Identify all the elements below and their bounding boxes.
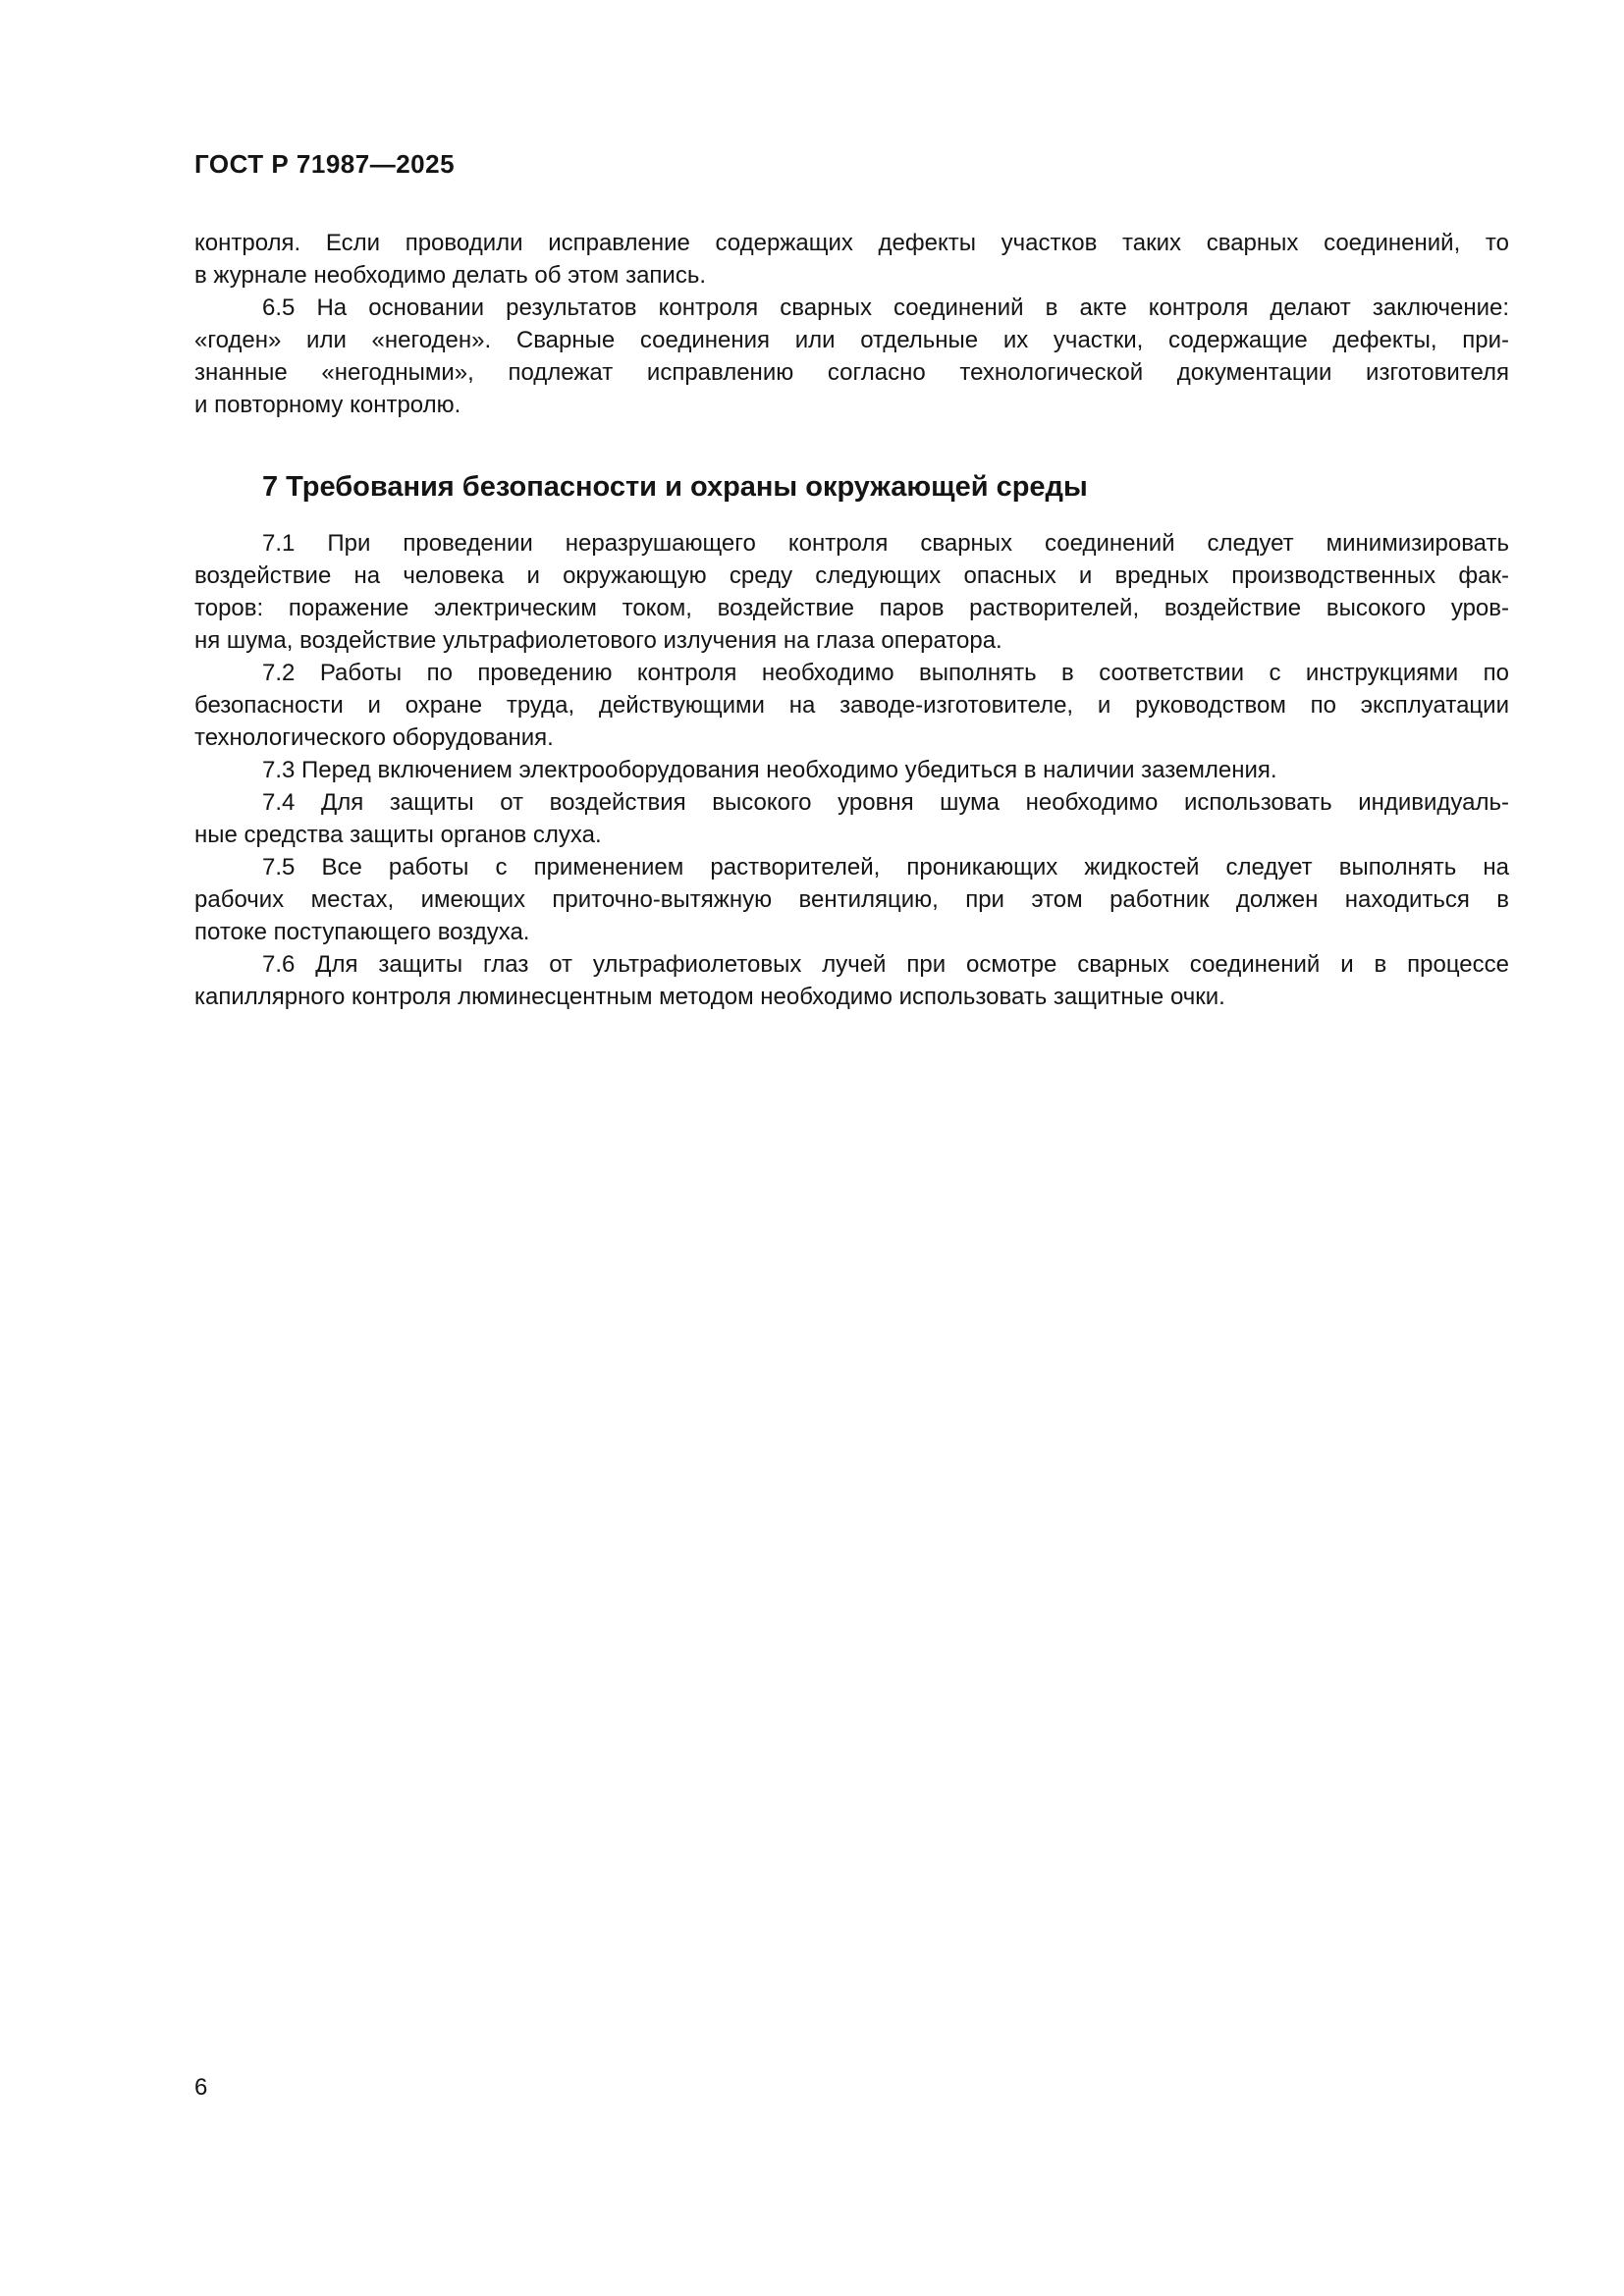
paragraph bbox=[194, 851, 1509, 948]
document-body bbox=[194, 227, 1509, 1013]
text-line: капиллярного контроля люминесцентным методом необходимо использовать защитные очки. bbox=[194, 984, 1225, 1010]
text-line: торов: поражение электрическим током, воздействие паров растворителей, воздействие высокого уров- bbox=[194, 595, 1509, 621]
text-line: и повторному контролю. bbox=[194, 392, 461, 418]
paragraph bbox=[194, 292, 1509, 421]
text-line: воздействие на человека и окружающую среду следующих опасных и вредных производственных фак- bbox=[194, 562, 1509, 589]
text-line: 6.5 На основании результатов контроля сварных соединений в акте контроля делают заключение: bbox=[262, 294, 1509, 321]
text-line: 7.2 Работы по проведению контроля необходимо выполнять в соответствии с инструкциями по bbox=[262, 660, 1509, 686]
text-line: знанные «негодными», подлежат исправлению согласно технологической документации изготовителя bbox=[194, 359, 1509, 386]
section-heading: 7 Требования безопасности и охраны окружающей среды bbox=[262, 471, 1088, 503]
text-line: безопасности и охране труда, действующими на заводе-изготовителе, и руководством по эксплуатации bbox=[194, 692, 1509, 719]
text-line: ные средства защиты органов слуха. bbox=[194, 822, 602, 848]
paragraph bbox=[194, 948, 1509, 1013]
text-line: 7.5 Все работы с применением растворителей, проникающих жидкостей следует выполнять на bbox=[262, 854, 1509, 881]
paragraph bbox=[194, 657, 1509, 754]
paragraph bbox=[194, 754, 1509, 786]
text-line: 7.4 Для защиты от воздействия высокого уровня шума необходимо использовать индивидуаль- bbox=[262, 789, 1509, 816]
text-line: 7.6 Для защиты глаз от ультрафиолетовых лучей при осмотре сварных соединений и в процессе bbox=[262, 951, 1509, 978]
text-line: в журнале необходимо делать об этом запись. bbox=[194, 262, 707, 289]
text-line: 7.1 При проведении неразрушающего контроля сварных соединений следует минимизировать bbox=[262, 530, 1509, 557]
paragraph bbox=[194, 227, 1509, 292]
page-number: 6 bbox=[194, 2074, 208, 2101]
paragraph bbox=[194, 527, 1509, 657]
text-line: «годен» или «негоден». Сварные соединения или отдельные их участки, содержащие дефекты, при- bbox=[194, 327, 1509, 353]
text-line: ня шума, воздействие ультрафиолетового излучения на глаза оператора. bbox=[194, 627, 1002, 654]
document-standard-header: ГОСТ Р 71987—2025 bbox=[194, 149, 456, 179]
text-line: 7.3 Перед включением электрооборудования необходимо убедиться в наличии заземления. bbox=[262, 757, 1277, 783]
text-line: технологического оборудования. bbox=[194, 724, 554, 751]
text-line: контроля. Если проводили исправление содержащих дефекты участков таких сварных соединений, то bbox=[194, 230, 1509, 256]
text-line: потоке поступающего воздуха. bbox=[194, 919, 530, 945]
text-line: рабочих местах, имеющих приточно-вытяжную вентиляцию, при этом работник должен находиться в bbox=[194, 886, 1509, 913]
paragraph bbox=[194, 786, 1509, 851]
